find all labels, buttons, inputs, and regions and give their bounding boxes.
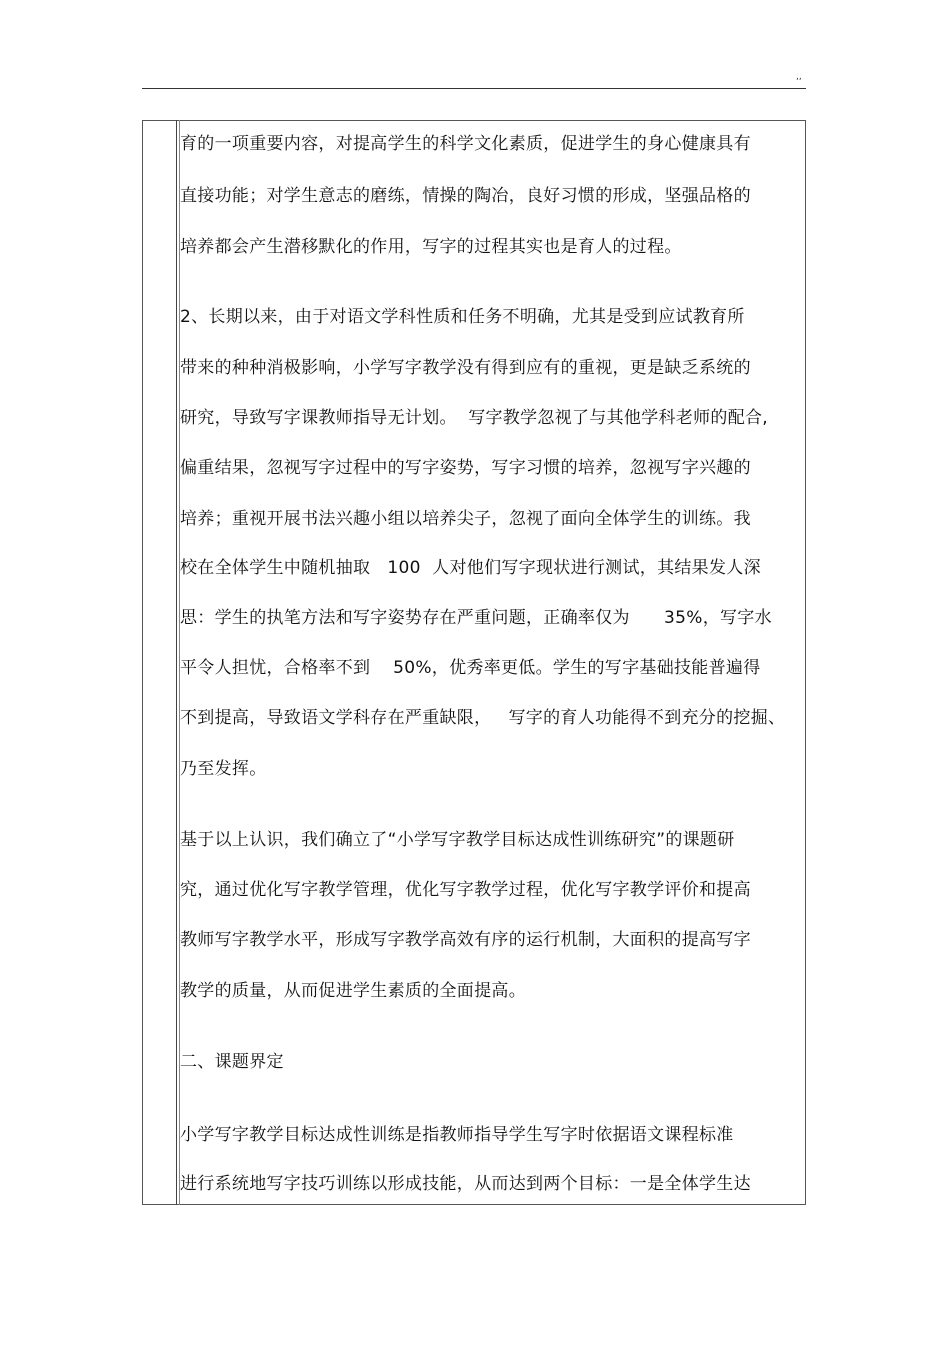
text-line: 偏重结果，忽视写字过程中的写字姿势，写字习惯的培养，忽视写字兴趣的	[180, 458, 751, 478]
text-line: 乃至发挥。	[180, 759, 267, 779]
text-line: 基于以上认识，我们确立了“小学写字教学目标达成性训练研究”的课题研	[180, 830, 735, 850]
text-line: 小学写字教学目标达成性训练是指教师指导学生写字时依据语文课程标准	[180, 1125, 734, 1145]
text-line: 平令人担忧，合格率不到 50%，优秀率更低。学生的写字基础技能普遍得	[180, 658, 761, 678]
column-rule	[176, 120, 177, 1205]
text-line: 究，通过优化写字教学管理，优化写字教学过程，优化写字教学评价和提高	[180, 880, 751, 900]
text-line: 培养；重视开展书法兴趣小组以培养尖子，忽视了面向全体学生的训练。我	[180, 509, 751, 529]
text-line: 教学的质量，从而促进学生素质的全面提高。	[180, 981, 526, 1001]
text-line: 不到提高，导致语文学科存在严重缺限， 写字的育人功能得不到充分的挖掘、	[180, 708, 786, 728]
header-rule	[142, 88, 806, 89]
text-line: 校在全体学生中随机抽取 100 人对他们写字现状进行测试，其结果发人深	[180, 558, 761, 578]
header-mark: ,,	[796, 72, 802, 82]
text-line: 教师写字教学水平，形成写字教学高效有序的运行机制，大面积的提高写字	[180, 930, 751, 950]
text-line: 进行系统地写字技巧训练以形成技能，从而达到两个目标：一是全体学生达	[180, 1174, 751, 1194]
text-line: 思：学生的执笔方法和写字姿势存在严重问题，正确率仅为 35%，写字水	[180, 608, 772, 628]
text-line: 育的一项重要内容，对提高学生的科学文化素质，促进学生的身心健康具有	[180, 134, 751, 154]
text-line: 研究，导致写字课教师指导无计划。 写字教学忽视了与其他学科老师的配合,	[180, 408, 769, 428]
section-heading: 二、课题界定	[180, 1052, 284, 1072]
text-line: 直接功能；对学生意志的磨练，情操的陶冶，良好习惯的形成，坚强品格的	[180, 186, 751, 206]
text-line: 2、长期以来，由于对语文学科性质和任务不明确，尤其是受到应试教育所	[180, 307, 745, 327]
text-line: 带来的种种消极影响，小学写字教学没有得到应有的重视，更是缺乏系统的	[180, 358, 751, 378]
text-line: 培养都会产生潜移默化的作用，写字的过程其实也是育人的过程。	[180, 237, 682, 257]
